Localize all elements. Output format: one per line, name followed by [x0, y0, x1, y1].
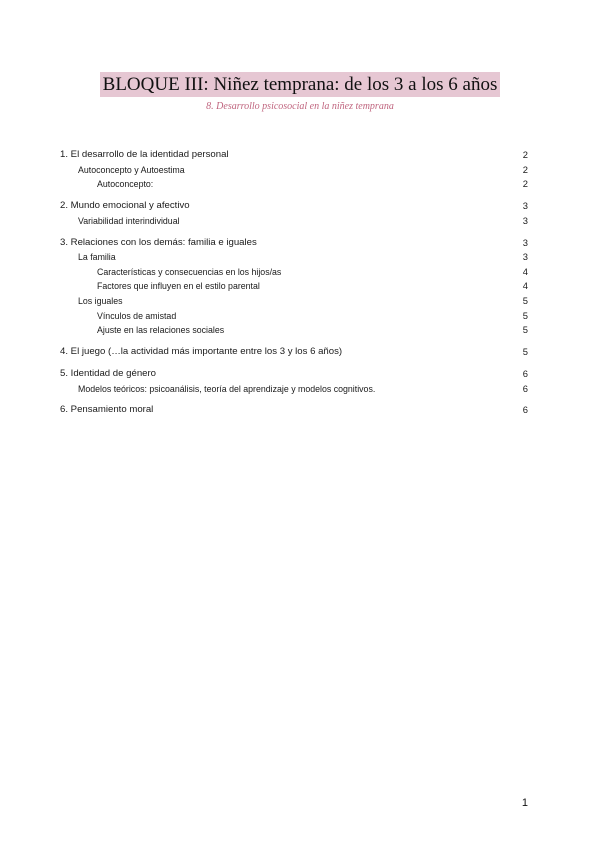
toc-entry-label: Vínculos de amistad: [97, 310, 177, 321]
toc-entry[interactable]: [60, 323, 528, 338]
toc-entry-label: 1. El desarrollo de la identidad personal: [60, 149, 229, 160]
toc-entry-label: Factores que influyen en el estilo parental: [97, 281, 260, 292]
toc-entry-label: 3. Relaciones con los demás: familia e iguales: [60, 236, 257, 248]
page-number: 1: [521, 797, 528, 809]
toc-entry-label: Autoconcepto y Autoestima: [78, 164, 185, 175]
toc-entry-page-number: 3: [522, 251, 528, 263]
toc-entry-page-number: 4: [522, 265, 528, 277]
toc-entry-label: Variabilidad interindividual: [78, 215, 180, 226]
document-title: BLOQUE III: Niñez temprana: de los 3 a los 6 años: [100, 72, 501, 97]
toc-entry-page-number: 2: [522, 178, 528, 190]
toc-entry[interactable]: [60, 250, 528, 265]
toc-entry[interactable]: [60, 367, 528, 382]
toc-entry[interactable]: [60, 214, 528, 229]
toc-entry-page-number: 4: [522, 280, 528, 292]
toc-entry[interactable]: [60, 403, 528, 418]
toc-entry-page-number: 3: [522, 214, 528, 226]
toc-entry[interactable]: [60, 279, 528, 294]
toc-entry[interactable]: [60, 382, 528, 397]
toc-entry-page-number: 2: [522, 149, 528, 160]
document-subtitle: 8. Desarrollo psicosocial en la niñez temprana: [206, 101, 394, 112]
toc-entry-label: Características y consecuencias en los hijos/as: [97, 266, 282, 277]
toc-entry-label: Modelos teóricos: psicoanálisis, teoría del aprendizaje y modelos cognitivos.: [78, 383, 376, 394]
toc-entry-label: Los iguales: [78, 295, 123, 306]
toc-entry-page-number: 5: [522, 346, 528, 358]
toc-entry[interactable]: [60, 148, 528, 163]
toc-entry-page-number: 3: [522, 236, 528, 248]
toc-entry-page-number: 6: [522, 367, 528, 379]
toc-entry-label: 5. Identidad de género: [60, 367, 157, 379]
toc-entry-label: Autoconcepto:: [97, 179, 154, 190]
toc-entry-label: La familia: [78, 252, 116, 263]
toc-entry[interactable]: [60, 236, 528, 251]
toc-entry-page-number: 5: [522, 324, 528, 336]
toc-entry[interactable]: [60, 309, 528, 324]
toc-entry-page-number: 3: [522, 200, 528, 212]
toc-entry-label: Ajuste en las relaciones sociales: [97, 325, 225, 336]
toc-entry[interactable]: [60, 294, 528, 309]
toc-entry[interactable]: [60, 177, 528, 192]
toc-entry-page-number: 6: [522, 382, 528, 394]
toc-entry-page-number: 2: [522, 163, 528, 175]
toc-entry-label: 2. Mundo emocional y afectivo: [60, 200, 190, 212]
toc-entry-label: 4. El juego (…la actividad más importante entre los 3 y los 6 años): [60, 346, 343, 358]
table-of-contents: [60, 148, 528, 418]
toc-entry-label: 6. Pensamiento moral: [60, 404, 154, 416]
toc-entry-page-number: 6: [522, 404, 528, 416]
toc-entry[interactable]: [60, 199, 528, 214]
toc-entry[interactable]: [60, 265, 528, 280]
toc-entry[interactable]: [60, 345, 528, 360]
toc-entry-page-number: 5: [522, 309, 528, 321]
toc-entry-page-number: 5: [522, 294, 528, 306]
document-header: [0, 72, 600, 114]
toc-entry[interactable]: [60, 163, 528, 178]
